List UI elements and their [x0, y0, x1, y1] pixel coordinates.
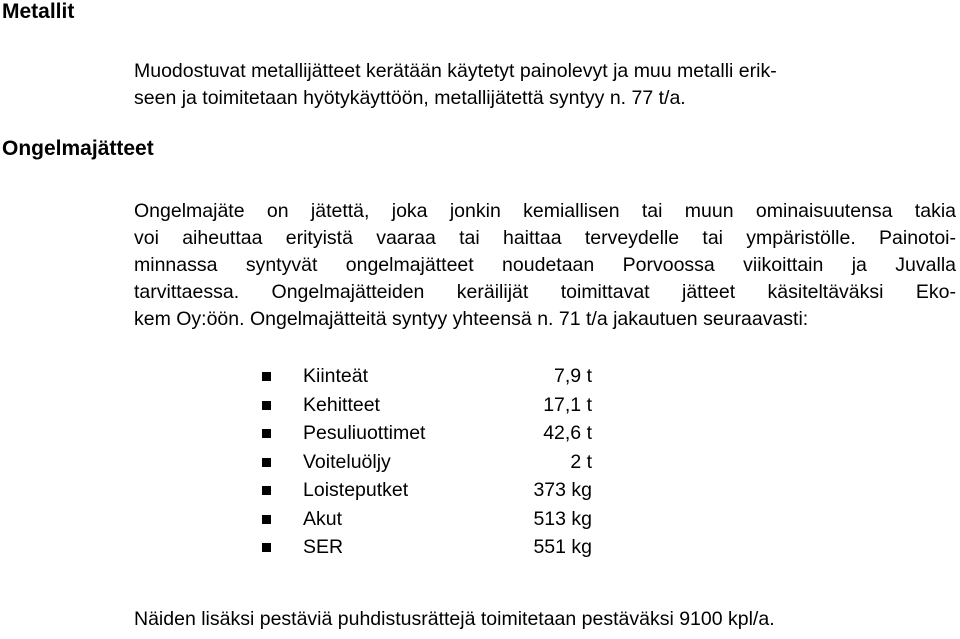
metallit-line: seen ja toimitetaan hyötykäyttöön, metallijätettä syntyy n. 77 t/a. — [134, 87, 686, 109]
section-heading-ongelmajatteet: Ongelmajätteet — [2, 137, 154, 160]
square-bullet-icon — [262, 458, 271, 467]
paragraph-line: kem Oy:öön. Ongelmajätteitä syntyy yhteensä n. 71 t/a jakautuen seuraavasti: — [134, 308, 809, 330]
item-name: Akut — [303, 507, 343, 530]
footer-note: Näiden lisäksi pestäviä puhdistusrättejä toimitetaan pestäväksi 9100 kpl/a. — [134, 608, 775, 630]
metallit-paragraph — [134, 58, 894, 112]
item-quantity: 17,1 t — [543, 393, 592, 416]
item-name: Kehitteet — [303, 393, 380, 416]
square-bullet-icon — [262, 401, 271, 410]
square-bullet-icon — [262, 515, 271, 524]
square-bullet-icon — [262, 372, 271, 381]
square-bullet-icon — [262, 429, 271, 438]
item-name: Loisteputket — [303, 479, 409, 501]
ongelmajatteet-paragraph — [134, 198, 956, 333]
square-bullet-icon — [262, 543, 271, 552]
item-name: Voiteluöljy — [303, 450, 391, 473]
square-bullet-icon — [262, 486, 271, 495]
paragraph-line: minnassa syntyvät ongelmajätteet noudetaan Porvoossa viikoittain ja Juvalla — [134, 254, 956, 276]
item-quantity: 551 kg — [533, 536, 592, 558]
paragraph-line: Ongelmajäte on jätettä, joka jonkin kemiallisen tai muun ominaisuutensa takia — [134, 200, 956, 222]
item-quantity: 373 kg — [533, 479, 592, 501]
metallit-line: Muodostuvat metallijätteet kerätään käytetyt painolevyt ja muu metalli erik- — [134, 60, 777, 82]
item-quantity: 7,9 t — [554, 365, 592, 387]
item-quantity: 42,6 t — [543, 422, 592, 444]
item-quantity: 2 t — [570, 450, 592, 473]
item-name: Kiinteät — [303, 365, 369, 387]
item-quantity: 513 kg — [533, 507, 592, 530]
item-name: Pesuliuottimet — [303, 422, 426, 444]
paragraph-line: tarvittaessa. Ongelmajätteiden keräilijät toimittavat jätteet käsiteltäväksi Eko- — [134, 281, 956, 303]
paragraph-line: voi aiheuttaa erityistä vaaraa tai haittaa terveydelle tai ympäristölle. Painotoi- — [134, 227, 956, 249]
item-name: SER — [303, 536, 344, 558]
section-heading-metallit: Metallit — [2, 0, 75, 23]
